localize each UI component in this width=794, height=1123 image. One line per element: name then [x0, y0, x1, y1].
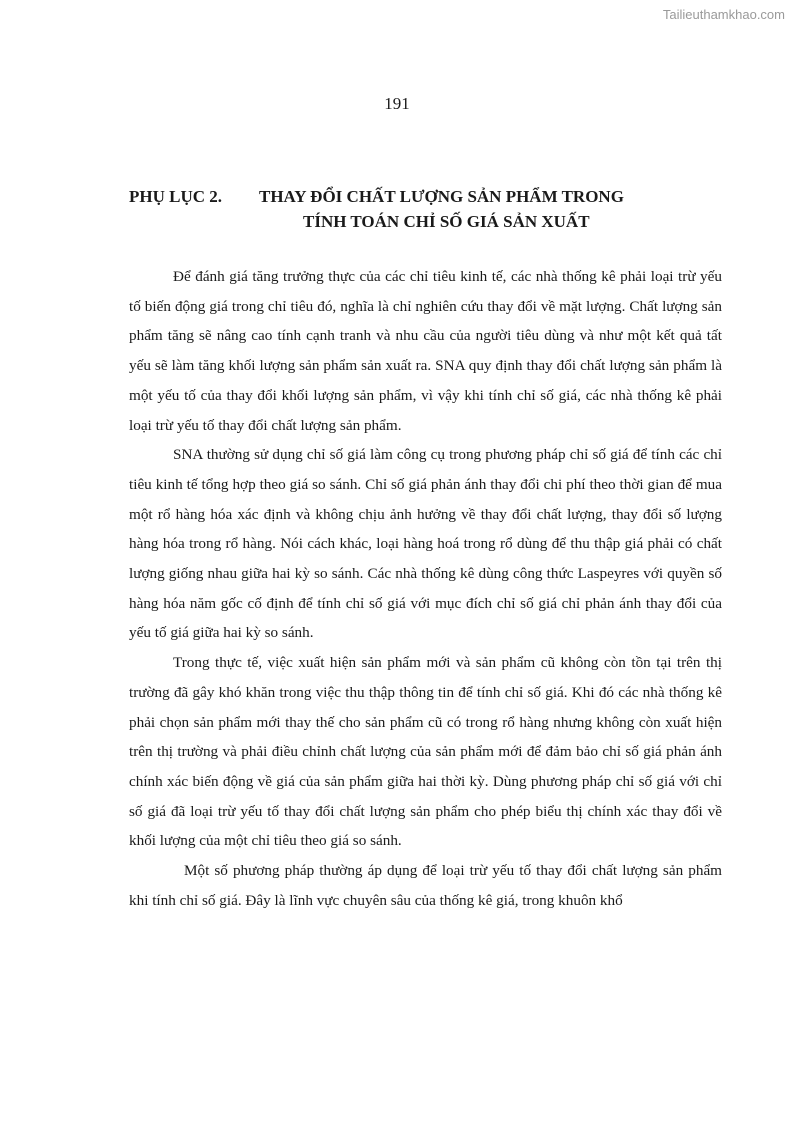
appendix-label: PHỤ LỤC 2. [129, 187, 223, 206]
paragraph: Để đánh giá tăng trưởng thực của các chỉ tiêu kinh tế, các nhà thống kê phải loại trừ yếu tố biến động giá trong chỉ tiêu đó, nghĩa là chỉ nghiên cứu thay đổi về mặt lượng. Chất lượng sản phẩm tăng sẽ nâng cao tính cạnh tranh và nhu cầu của người tiêu dùng và như một kết quả tất yếu sẽ làm tăng khối lượng sản phẩm sản xuất ra. SNA quy định thay đổi chất lượng sản phẩm là một yếu tố của thay đổi khối lượng sản phẩm, vì vậy khi tính chỉ số giá, các nhà thống kê phải loại trừ yếu tố thay đổi chất lượng sản phẩm. [129, 268, 722, 434]
appendix-title-line-2: TÍNH TOÁN CHỈ SỐ GIÁ SẢN XUẤT [303, 212, 590, 231]
appendix-heading [129, 184, 669, 234]
paragraph: Một số phương pháp thường áp dụng để loại trừ yếu tố thay đổi chất lượng sản phẩm khi tính chỉ số giá. Đây là lĩnh vực chuyên sâu của thống kê giá, trong khuôn khổ [129, 862, 722, 909]
watermark-text: Tailieuthamkhao.com [662, 7, 785, 22]
appendix-title-line-1: THAY ĐỔI CHẤT LƯỢNG SẢN PHẨM TRONG [259, 187, 624, 206]
page-number: 191 [384, 94, 410, 113]
paragraph: Trong thực tế, việc xuất hiện sản phẩm mới và sản phẩm cũ không còn tồn tại trên thị trường đã gây khó khăn trong việc thu thập thông tin để tính chỉ số giá. Khi đó các nhà thống kê phải chọn sản phẩm mới thay thế cho sản phẩm cũ có trong rổ hàng nhưng không còn xuất hiện trên thị trường và phải điều chỉnh chất lượng của sản phẩm mới để đảm bảo chỉ số giá phản ánh chính xác biến động về giá của sản phẩm giữa hai thời kỳ. Dùng phương pháp chỉ số giá với chỉ số giá đã loại trừ yếu tố thay đổi chất lượng sản phẩm cho phép biểu thị chính xác thay đổi về khối lượng của một chỉ tiêu theo giá so sánh. [129, 654, 722, 850]
body-text [129, 262, 722, 915]
paragraph: SNA thường sử dụng chỉ số giá làm công cụ trong phương pháp chỉ số giá để tính các chỉ tiêu kinh tế tổng hợp theo giá so sánh. Chỉ số giá phản ánh thay đổi chi phí theo thời gian để mua một rổ hàng hóa xác định và không chịu ảnh hưởng về thay đổi chất lượng, thay đổi số lượng hàng hóa trong rổ hàng. Nói cách khác, loại hàng hoá trong rổ dùng để thu thập giá phải có chất lượng giống nhau giữa hai kỳ so sánh. Các nhà thống kê dùng công thức Laspeyres với quyền số hàng hóa năm gốc cố định để tính chỉ số giá với mục đích chỉ số giá chỉ phản ánh thay đổi của yếu tố giá giữa hai kỳ so sánh. [129, 446, 722, 642]
